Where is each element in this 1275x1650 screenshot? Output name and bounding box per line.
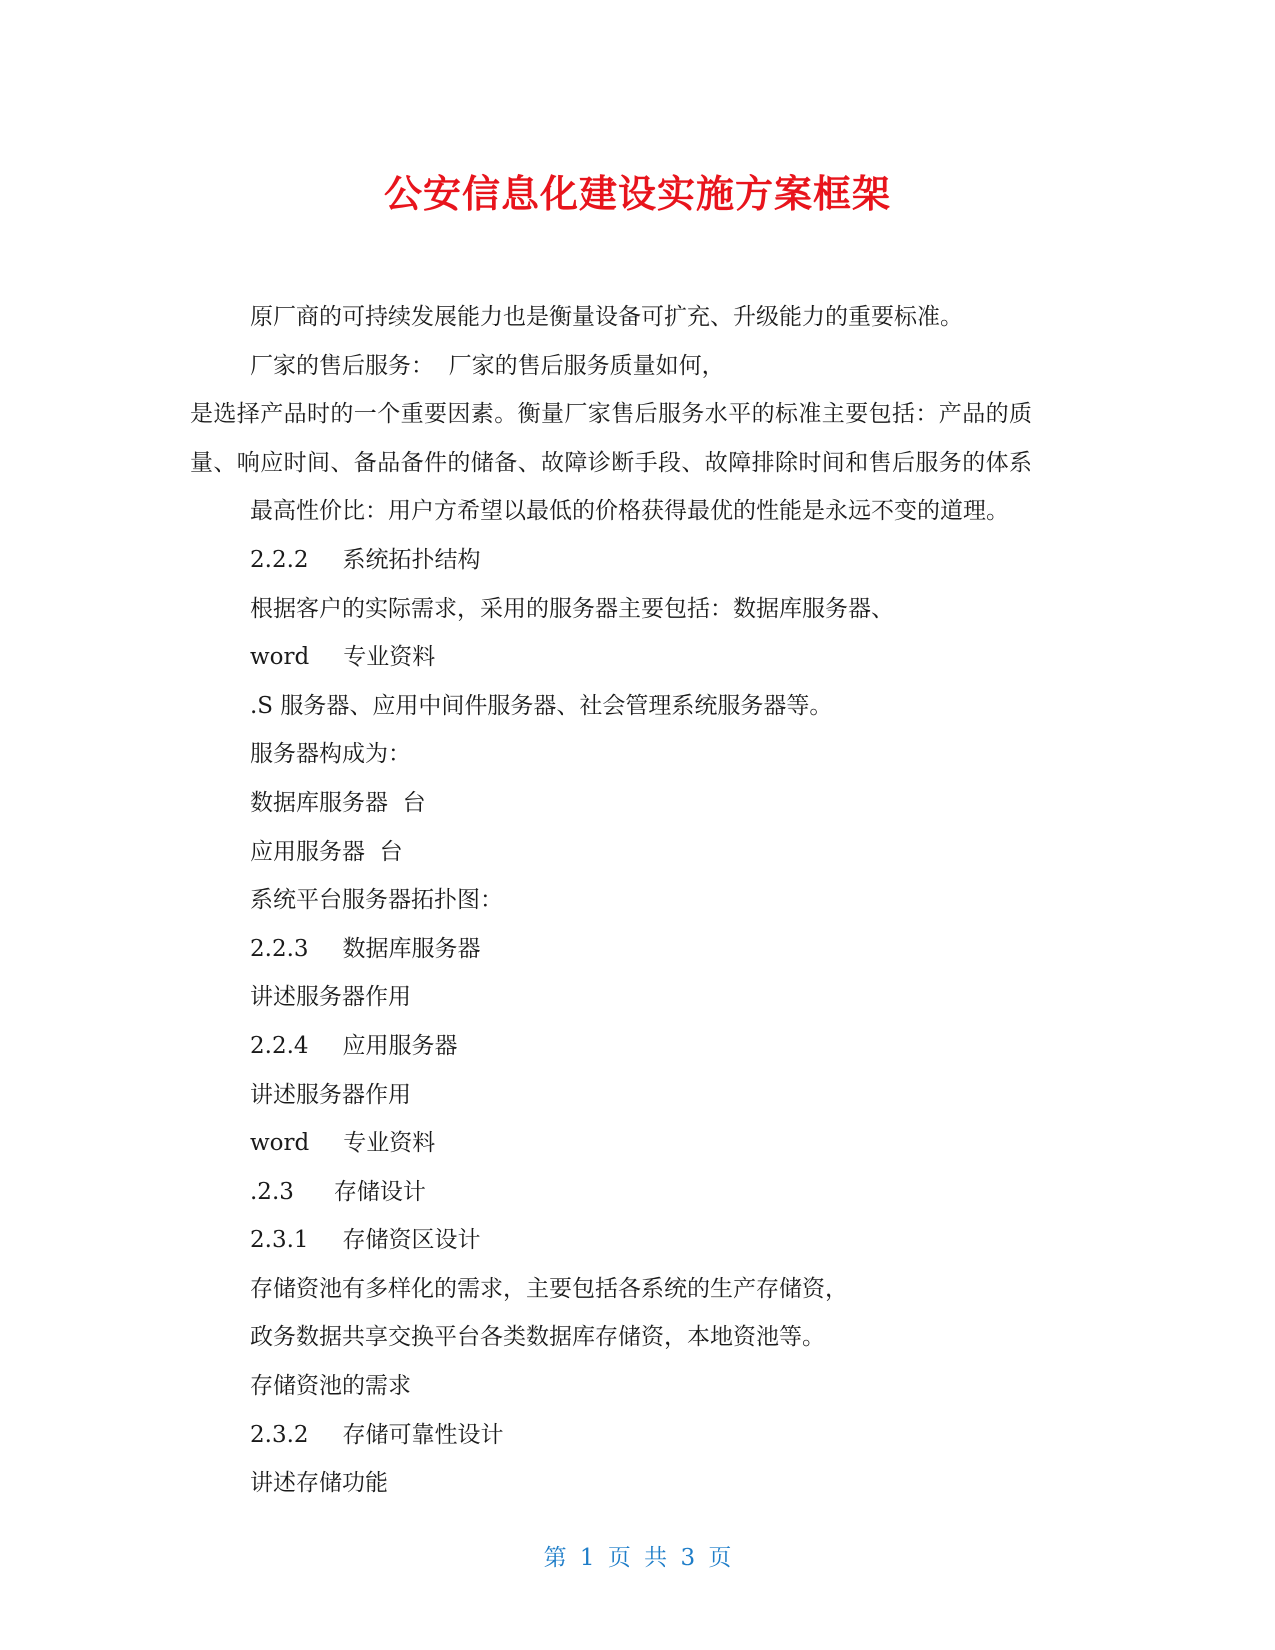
paragraph-line: 数据库服务器 台 xyxy=(250,789,426,816)
paragraph-line: 最高性价比：用户方希望以最低的价格获得最优的性能是永远不变的道理。 xyxy=(250,498,1009,525)
paragraph-line: 根据客户的实际需求，采用的服务器主要包括：数据库服务器、 xyxy=(250,595,894,622)
paragraph-line: 存储资池的需求 xyxy=(250,1373,411,1400)
paragraph-line: .S 服务器、应用中间件服务器、社会管理系统服务器等。 xyxy=(250,692,833,719)
paragraph-line: 原厂商的可持续发展能力也是衡量设备可扩充、升级能力的重要标准。 xyxy=(250,304,963,330)
section-number: .2.3 xyxy=(250,1178,294,1205)
paragraph-line: 讲述服务器作用 xyxy=(250,1081,411,1108)
section-number: 2.2.2 xyxy=(250,546,309,573)
paragraph-line: 厂家的售后服务： 厂家的售后服务质量如何， xyxy=(250,352,725,379)
section-title: 应用服务器 xyxy=(342,1032,458,1059)
document-body xyxy=(190,293,1090,1508)
section-title: 存储可靠性设计 xyxy=(342,1421,504,1448)
watermark-word: word xyxy=(250,644,310,671)
section-number: 2.2.4 xyxy=(250,1032,309,1059)
section-heading xyxy=(190,536,1090,585)
section-heading xyxy=(190,1022,1090,1071)
section-title: 存储资区设计 xyxy=(342,1227,481,1254)
paragraph-line: 存储资池有多样化的需求，主要包括各系统的生产存储资， xyxy=(250,1275,848,1302)
page-number-footer: 第 1 页 共 3 页 xyxy=(543,1545,732,1571)
paragraph-line: 讲述服务器作用 xyxy=(250,984,411,1011)
paragraph-line: 服务器构成为： xyxy=(250,741,411,768)
watermark-word: word xyxy=(250,1130,310,1157)
section-number: 2.3.2 xyxy=(250,1421,309,1448)
document-title: 公安信息化建设实施方案框架 xyxy=(383,172,891,216)
watermark-text: 专业资料 xyxy=(343,644,436,671)
section-heading xyxy=(190,1168,1090,1217)
paragraph-line: 讲述存储功能 xyxy=(250,1470,388,1497)
section-heading xyxy=(190,925,1090,974)
paragraph-line: 应用服务器 台 xyxy=(250,838,403,865)
section-title: 系统拓扑结构 xyxy=(342,546,481,573)
watermark-line xyxy=(190,633,1090,682)
paragraph-line: 是选择产品时的一个重要因素。衡量厂家售后服务水平的标准主要包括：产品的质 xyxy=(190,401,1033,428)
watermark-text: 专业资料 xyxy=(343,1130,436,1157)
paragraph-line: 系统平台服务器拓扑图： xyxy=(250,887,503,914)
section-heading xyxy=(190,1411,1090,1460)
watermark-line xyxy=(190,1119,1090,1168)
paragraph-line: 量、响应时间、备品备件的储备、故障诊断手段、故障排除时间和售后服务的体系 xyxy=(190,449,1033,476)
paragraph-line: 政务数据共享交换平台各类数据库存储资，本地资池等。 xyxy=(250,1324,825,1351)
section-title: 存储设计 xyxy=(333,1178,426,1205)
section-heading xyxy=(190,1216,1090,1265)
section-title: 数据库服务器 xyxy=(342,935,481,962)
section-number: 2.2.3 xyxy=(250,935,309,962)
section-number: 2.3.1 xyxy=(250,1227,309,1254)
